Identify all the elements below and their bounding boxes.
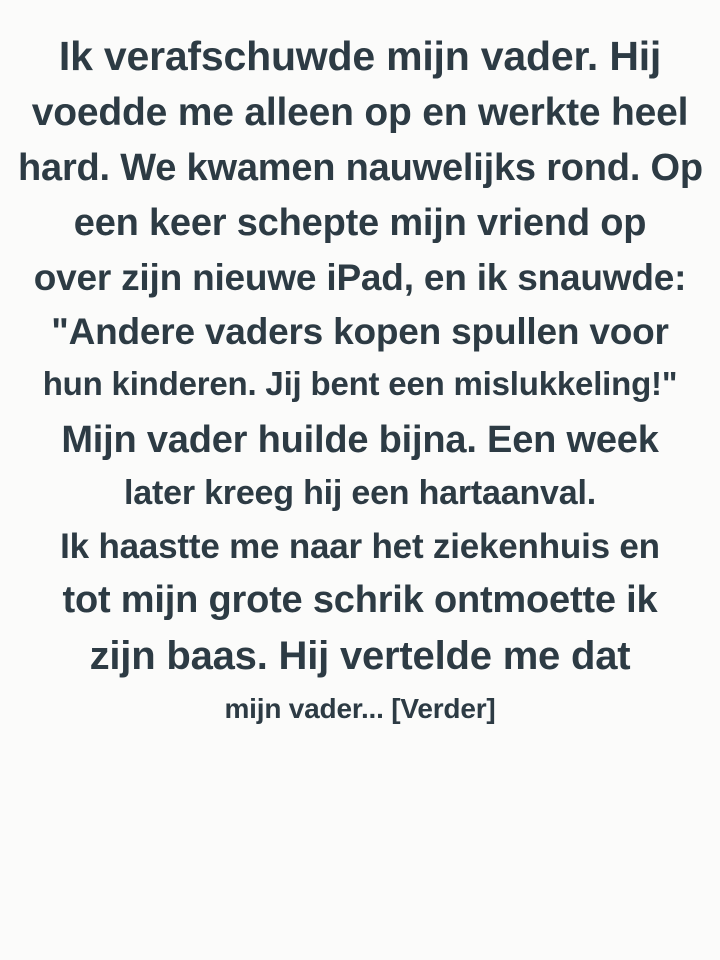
story-line: Ik verafschuwde mijn vader. Hij [58,33,662,79]
story-line: voedde me alleen op en werkte heel [31,91,689,135]
story-line: zijn baas. Hij vertelde me dat [89,633,631,678]
story-line: hun kinderen. Jij bent een mislukkeling!" [42,365,678,403]
story-line: tot mijn grote schrik ontmoette ik [62,578,658,621]
story-line: "Andere vaders kopen spullen voor [51,311,669,353]
story-line: later kreeg hij een hartaanval. [124,474,596,512]
story-line: een keer schepte mijn vriend op [73,202,647,245]
story-text-block [18,34,702,724]
story-line: Mijn vader huilde bijna. Een week [61,418,659,461]
continue-reading-link[interactable]: mijn vader... [Verder] [224,692,496,724]
story-line: Ik haastte me naar het ziekenhuis en [60,526,660,566]
story-line: over zijn nieuwe iPad, en ik snauwde: [33,257,687,299]
story-line: hard. We kwamen nauwelijks rond. Op [18,147,703,190]
